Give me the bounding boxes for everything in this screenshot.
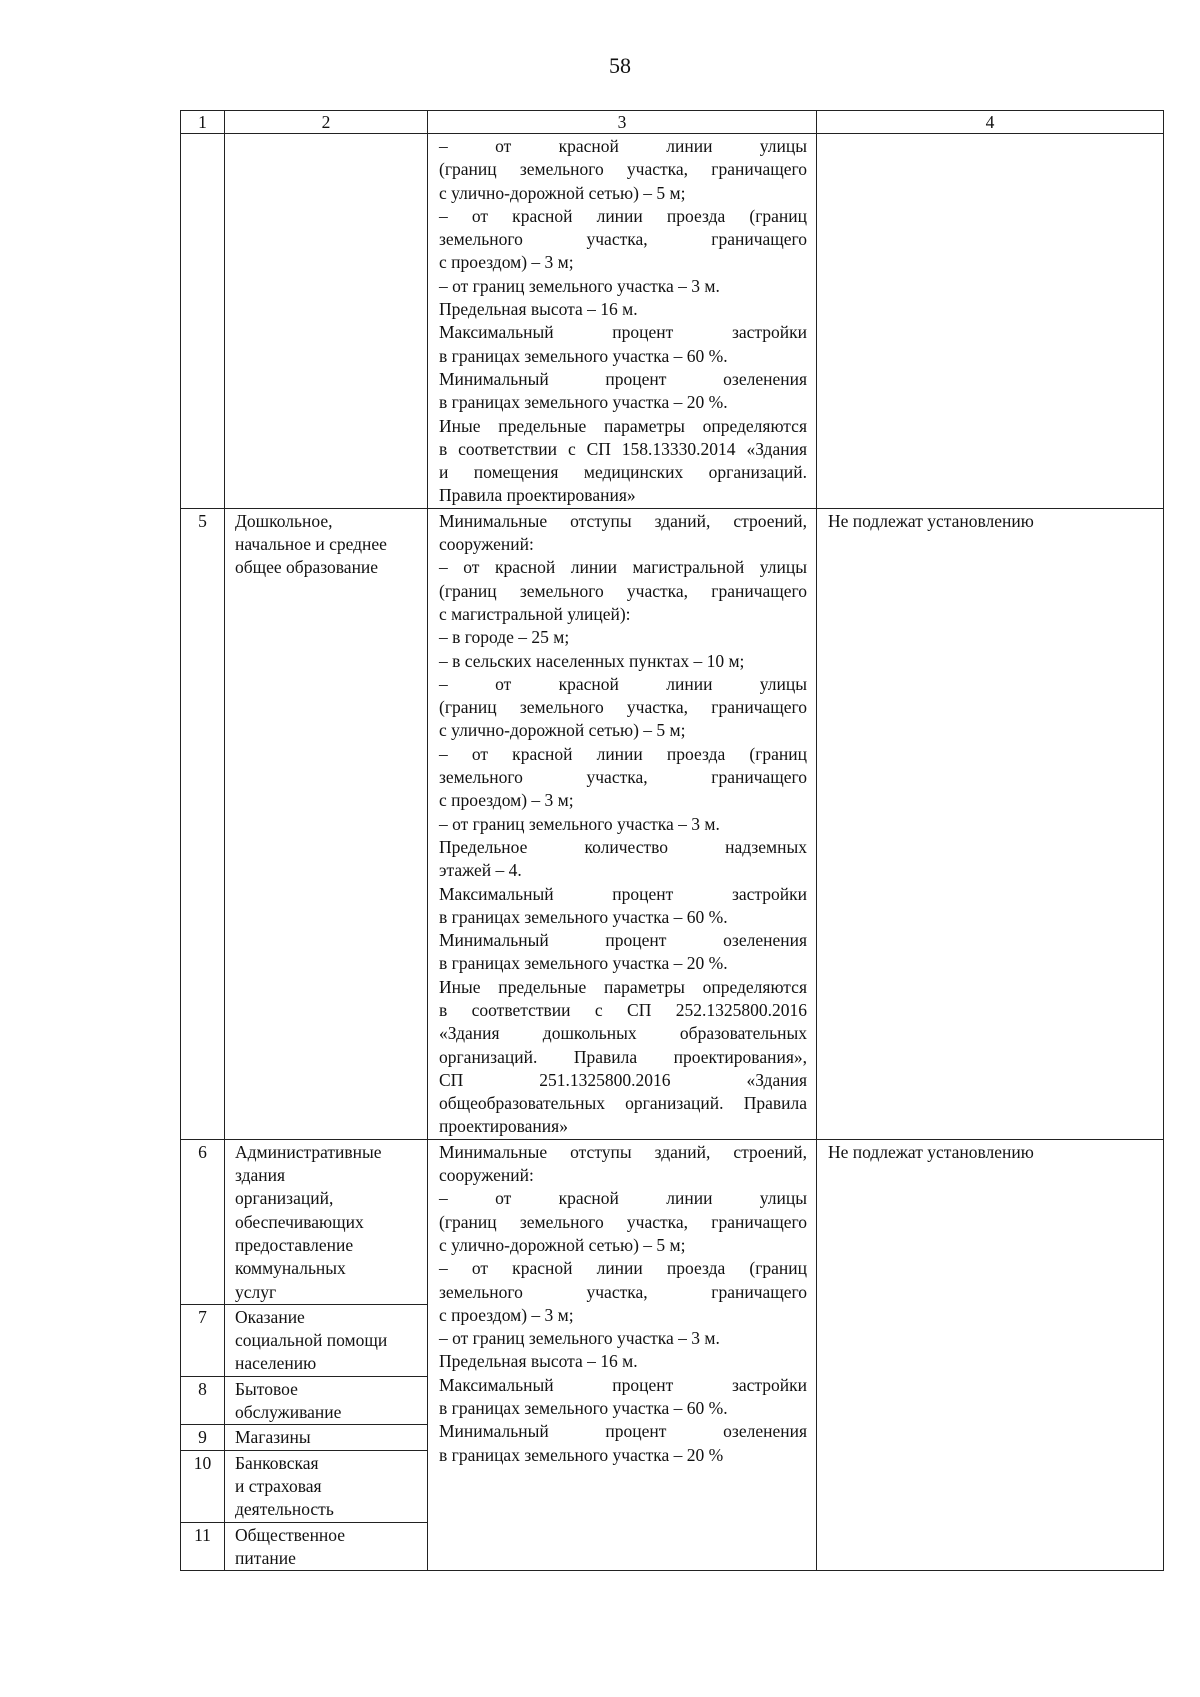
- row-number: 9: [181, 1425, 225, 1450]
- text-line: Оказание: [235, 1306, 305, 1327]
- row-number: 10: [181, 1450, 225, 1522]
- text-line: Магазины: [235, 1427, 311, 1448]
- row-number: 11: [181, 1522, 225, 1571]
- text-line: – от красной линии проезда (границ: [439, 743, 807, 764]
- text-line: с проездом) – 3 м;: [439, 790, 574, 811]
- land-use-name-cell: [225, 134, 428, 509]
- text-line: Административные: [235, 1141, 382, 1162]
- text-line: с магистральной улицей):: [439, 603, 631, 624]
- text-line: в границах земельного участка – 60 %.: [439, 1398, 728, 1419]
- text-line: предоставление: [235, 1234, 354, 1255]
- land-use-name: [225, 1425, 428, 1450]
- text-line: в границах земельного участка – 20 %.: [439, 392, 728, 413]
- text-line: – в сельских населенных пунктах – 10 м;: [439, 650, 745, 671]
- text-line: Минимальные отступы зданий, строений,: [439, 1141, 807, 1162]
- row-number: 6: [181, 1139, 225, 1304]
- text-line: питание: [235, 1547, 296, 1568]
- text-line: Предельная высота – 16 м.: [439, 1351, 638, 1372]
- text-line: Иные предельные параметры определяются: [439, 976, 807, 997]
- page-number: 58: [609, 53, 631, 78]
- text-line: в границах земельного участка – 60 %.: [439, 906, 728, 927]
- text-line: Максимальный процент застройки: [439, 1374, 807, 1395]
- table-row-continuation: [181, 134, 1164, 509]
- text-line: – от красной линии магистральной улицы: [439, 557, 807, 578]
- text-line: (границ земельного участка, граничащего: [439, 159, 807, 180]
- column-header-1: 1: [181, 111, 225, 134]
- text-line: с улично-дорожной сетью) – 5 м;: [439, 720, 686, 741]
- text-line: проектирования»: [439, 1116, 568, 1137]
- land-use-name: [225, 1522, 428, 1571]
- text-line: Максимальный процент застройки: [439, 883, 807, 904]
- column-header-2: 2: [225, 111, 428, 134]
- text-line: – от границ земельного участка – 3 м.: [439, 813, 720, 834]
- parameters-cell: [428, 508, 817, 1139]
- text-line: – от красной линии проезда (границ: [439, 1258, 807, 1279]
- text-line: с проездом) – 3 м;: [439, 252, 574, 273]
- text-line: деятельность: [235, 1499, 334, 1520]
- text-line: и помещения медицинских организаций.: [439, 462, 807, 483]
- text-line: сооружений:: [439, 534, 534, 555]
- text-line: организаций,: [235, 1188, 334, 1209]
- text-line: и страховая: [235, 1475, 322, 1496]
- text-line: обеспечивающих: [235, 1211, 364, 1232]
- text-line: Общественное: [235, 1524, 346, 1545]
- note-cell: [817, 134, 1164, 509]
- text-line: услуг: [235, 1281, 277, 1302]
- text-line: социальной помощи: [235, 1330, 388, 1351]
- table-header-row: [181, 111, 1164, 134]
- row-number-cell: [181, 134, 225, 509]
- text-line: обслуживание: [235, 1402, 342, 1423]
- land-use-name: [225, 1450, 428, 1522]
- text-line: в границах земельного участка – 20 %.: [439, 953, 728, 974]
- text-line: земельного участка, граничащего: [439, 229, 807, 250]
- text-line: Максимальный процент застройки: [439, 322, 807, 343]
- text-line: общеобразовательных организаций. Правила: [439, 1093, 807, 1114]
- land-use-name: [225, 1139, 428, 1304]
- text-line: земельного участка, граничащего: [439, 1281, 807, 1302]
- column-header-3: 3: [428, 111, 817, 134]
- parameters-cell: [428, 1139, 817, 1570]
- text-line: сооружений:: [439, 1165, 534, 1186]
- land-use-name: [225, 1304, 428, 1376]
- text-line: этажей – 4.: [439, 860, 522, 881]
- text-line: «Здания дошкольных образовательных: [439, 1023, 807, 1044]
- text-line: – от красной линии улицы: [439, 673, 807, 694]
- text-line: Минимальный процент озеленения: [439, 368, 807, 389]
- text-line: коммунальных: [235, 1258, 346, 1279]
- text-line: – от красной линии улицы: [439, 136, 807, 156]
- text-line: в соответствии с СП 158.13330.2014 «Здания: [439, 438, 807, 459]
- text-line: Банковская: [235, 1452, 319, 1473]
- text-line: здания: [235, 1165, 286, 1186]
- text-line: Минимальные отступы зданий, строений,: [439, 510, 807, 531]
- text-line: (границ земельного участка, граничащего: [439, 697, 807, 718]
- row-number: 5: [181, 508, 225, 1139]
- text-line: (границ земельного участка, граничащего: [439, 580, 807, 601]
- text-line: – в городе – 25 м;: [439, 627, 570, 648]
- text-line: – от границ земельного участка – 3 м.: [439, 1328, 720, 1349]
- text-line: земельного участка, граничащего: [439, 767, 807, 788]
- text-line: (границ земельного участка, граничащего: [439, 1211, 807, 1232]
- regulations-table: [180, 110, 1164, 1571]
- text-line: Предельное количество надземных: [439, 836, 807, 857]
- text-line: – от красной линии улицы: [439, 1188, 807, 1209]
- note-text: Не подлежат установлению: [817, 1139, 1164, 1570]
- text-line: Иные предельные параметры определяются: [439, 415, 807, 436]
- text-line: в соответствии с СП 252.1325800.2016: [439, 999, 807, 1020]
- text-line: Предельная высота – 16 м.: [439, 299, 638, 320]
- table-row-6: [181, 1139, 1164, 1304]
- text-line: Минимальный процент озеленения: [439, 930, 807, 951]
- parameters-cell: [428, 134, 817, 509]
- text-line: с улично-дорожной сетью) – 5 м;: [439, 1234, 686, 1255]
- text-line: – от границ земельного участка – 3 м.: [439, 275, 720, 296]
- text-line: в границах земельного участка – 60 %.: [439, 345, 728, 366]
- land-use-name: [225, 508, 428, 1139]
- text-line: с улично-дорожной сетью) – 5 м;: [439, 182, 686, 203]
- text-line: СП 251.1325800.2016 «Здания: [439, 1069, 807, 1090]
- text-line: – от красной линии проезда (границ: [439, 205, 807, 226]
- row-number: 7: [181, 1304, 225, 1376]
- text-line: Дошкольное,: [235, 510, 333, 531]
- text-line: с проездом) – 3 м;: [439, 1304, 574, 1325]
- text-line: организаций. Правила проектирования»,: [439, 1046, 807, 1067]
- text-line: Минимальный процент озеленения: [439, 1421, 807, 1442]
- text-line: населению: [235, 1353, 317, 1374]
- column-header-4: 4: [817, 111, 1164, 134]
- text-line: общее образование: [235, 557, 379, 578]
- text-line: в границах земельного участка – 20 %: [439, 1444, 724, 1465]
- land-use-name: [225, 1376, 428, 1425]
- table-row-5: [181, 508, 1164, 1139]
- row-number: 8: [181, 1376, 225, 1425]
- note-text: Не подлежат установлению: [817, 508, 1164, 1139]
- text-line: начальное и среднее: [235, 534, 387, 555]
- text-line: Правила проектирования»: [439, 485, 636, 506]
- text-line: Бытовое: [235, 1378, 298, 1399]
